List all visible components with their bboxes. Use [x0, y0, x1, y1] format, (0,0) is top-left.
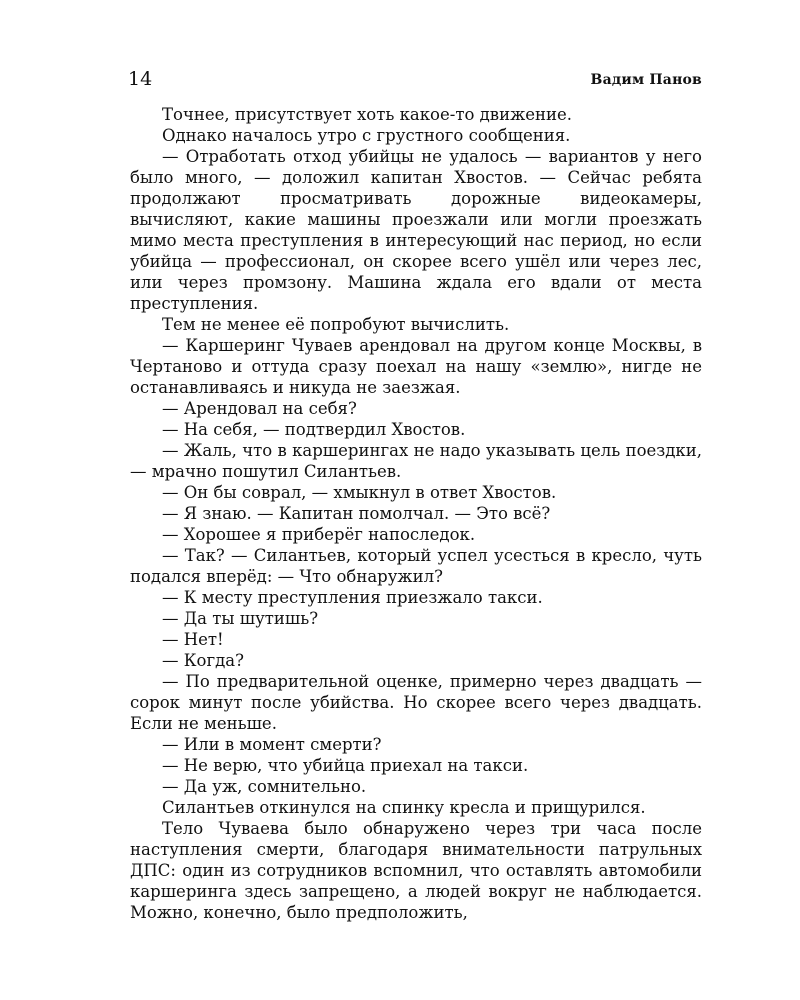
running-head-author: Вадим Панов: [590, 72, 702, 88]
paragraph: — Нет!: [162, 630, 224, 649]
paragraph: — Каршеринг Чуваев арендовал на другом конце Москвы, в Чертаново и оттуда сразу поехал на нашу «землю», нигде не останавливаясь и никуда не заезжая.: [130, 336, 702, 397]
paragraph: — Отработать отход убийцы не удалось — вариантов у него было много, — доложил капитан Хвостов. — Сейчас ребята продолжают просматривать дорожные видеокамеры, вычисляют, какие машины проезжали или могли проезжать мимо места преступления в интересующий нас период, но если убийца — профессионал, он скорее всего ушёл или через лес, или через промзону. Машина ждала его вдали от места преступления.: [130, 147, 702, 313]
paragraph: — Не верю, что убийца приехал на такси.: [162, 756, 529, 775]
body-text: [130, 104, 702, 923]
paragraph: — Он бы соврал, — хмыкнул в ответ Хвостов.: [162, 483, 557, 502]
paragraph: Тем не менее её попробуют вычислить.: [162, 315, 510, 334]
paragraph: — Я знаю. — Капитан помолчал. — Это всё?: [162, 504, 551, 523]
paragraph: — По предварительной оценке, примерно через двадцать — сорок минут после убийства. Но скорее всего через двадцать. Если не меньше.: [130, 672, 702, 733]
paragraph: — На себя, — подтвердил Хвостов.: [162, 420, 466, 439]
paragraph: — К месту преступления приезжало такси.: [162, 588, 543, 607]
paragraph: Тело Чуваева было обнаружено через три часа после наступления смерти, благодаря внимательности патрульных ДПС: один из сотрудников вспомнил, что оставлять автомобили каршеринга здесь запрещено, а людей вокруг не наблюдается. Можно, конечно, было предположить,: [130, 819, 702, 922]
paragraph: — Арендовал на себя?: [162, 399, 357, 418]
running-head: [128, 66, 702, 92]
paragraph: — Хорошее я приберёг напоследок.: [162, 525, 476, 544]
paragraph: Точнее, присутствует хоть какое-то движение.: [162, 105, 573, 124]
paragraph: Однако началось утро с грустного сообщения.: [162, 126, 571, 145]
paragraph: — Когда?: [162, 651, 244, 670]
paragraph: — Да уж, сомнительно.: [162, 777, 367, 796]
paragraph: — Или в момент смерти?: [162, 735, 382, 754]
paragraph: — Да ты шутишь?: [162, 609, 319, 628]
page-number: 14: [128, 68, 153, 90]
paragraph: — Так? — Силантьев, который успел усесться в кресло, чуть подался вперёд: — Что обнаружил?: [130, 546, 702, 586]
paragraph: — Жаль, что в каршерингах не надо указывать цель поездки, — мрачно пошутил Силантьев.: [130, 441, 702, 481]
paragraph: Силантьев откинулся на спинку кресла и прищурился.: [162, 798, 646, 817]
